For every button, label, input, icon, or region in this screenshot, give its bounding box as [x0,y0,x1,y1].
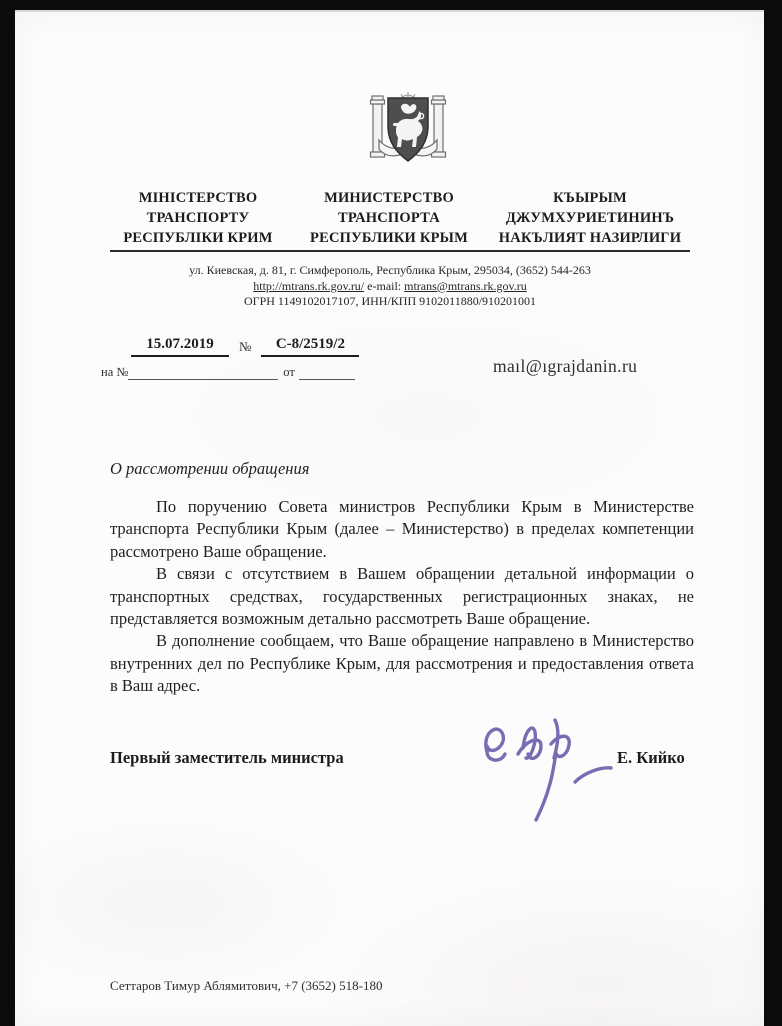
contact-block [85,263,695,310]
ministry-ru-line: РЕСПУБЛИКИ КРЫМ [310,230,468,246]
signatory-title: Первый заместитель министра [110,748,344,767]
executor-contact: Сеттаров Тимур Аблямитович, +7 (3652) 518-180 [110,978,383,993]
ministry-ru-line: ТРАНСПОРТА [338,210,440,226]
reply-to-label: на № [101,365,129,379]
ministry-uk-line: РЕСПУБЛІКИ КРИМ [123,230,273,246]
ministry-name-ukrainian [103,188,293,248]
ministry-name-russian [293,188,485,248]
incoming-reference-row [101,365,355,380]
letter-date: 15.07.2019 [131,336,229,357]
document-page [15,10,764,1026]
reply-from-label: от [283,365,295,379]
handwritten-signature [463,702,633,830]
postal-address: ул. Киевская, д. 81, г. Симферополь, Республика Крым, 295034, (3652) 544-263 [189,263,591,277]
web-contacts-line [85,279,695,295]
outgoing-reference-row [131,336,359,357]
letter-body [110,496,694,698]
registration-numbers: ОГРН 1149102017107, ИНН/КПП 9102011880/910201001 [243,294,537,308]
letterhead [103,188,695,248]
paragraph: В связи с отсутствием в Вашем обращении детальной информации о транспортных средствах, государственных регистрационных знаках, не представляется возможным детально рассмотреть Ваше обращение. [110,564,694,629]
ministry-crh-line: КЪЫРЫМ [553,190,627,206]
ministry-uk-line: ТРАНСПОРТУ [146,210,250,226]
ministry-ru-line: МИНИСТЕРСТВО [324,190,454,206]
header-divider [110,250,690,252]
ministry-name-crimean-tatar [485,188,695,248]
ministry-crh-line: ДЖУМХУРИЕТИНИНЪ [505,210,675,226]
letter-subject: О рассмотрении обращения [110,459,310,478]
ministry-uk-line: МІНІСТЕРСТВО [138,190,258,206]
email-label: e-mail: [367,278,402,293]
ministry-crh-line: НАКЪЛИЯТ НАЗИРЛИГИ [498,230,682,246]
paragraph: По поручению Совета министров Республики Крым в Министерстве транспорта Республики Крым (далее – Министерство) в пределах компетенции рассмотрено Ваше обращение. [110,497,694,561]
reply-number-blank [128,365,278,380]
reply-date-blank [299,365,355,380]
email-link: mtrans@mtrans.rk.gov.ru [404,278,527,293]
paragraph: В дополнение сообщаем, что Ваше обращение направлено в Министерство внутренних дел по Республике Крым, для рассмотрения и предоставления ответа в Ваш адрес. [110,631,694,696]
signatory-name: Е. Кийко [617,748,685,767]
letter-number: С-8/2519/2 [261,336,359,357]
crimea-emblem-icon [366,90,450,170]
recipient-email: maıl@ıgrajdanin.ru [493,356,638,376]
number-sign: № [239,339,252,354]
website-link: http://mtrans.rk.gov.ru/ [253,278,365,293]
